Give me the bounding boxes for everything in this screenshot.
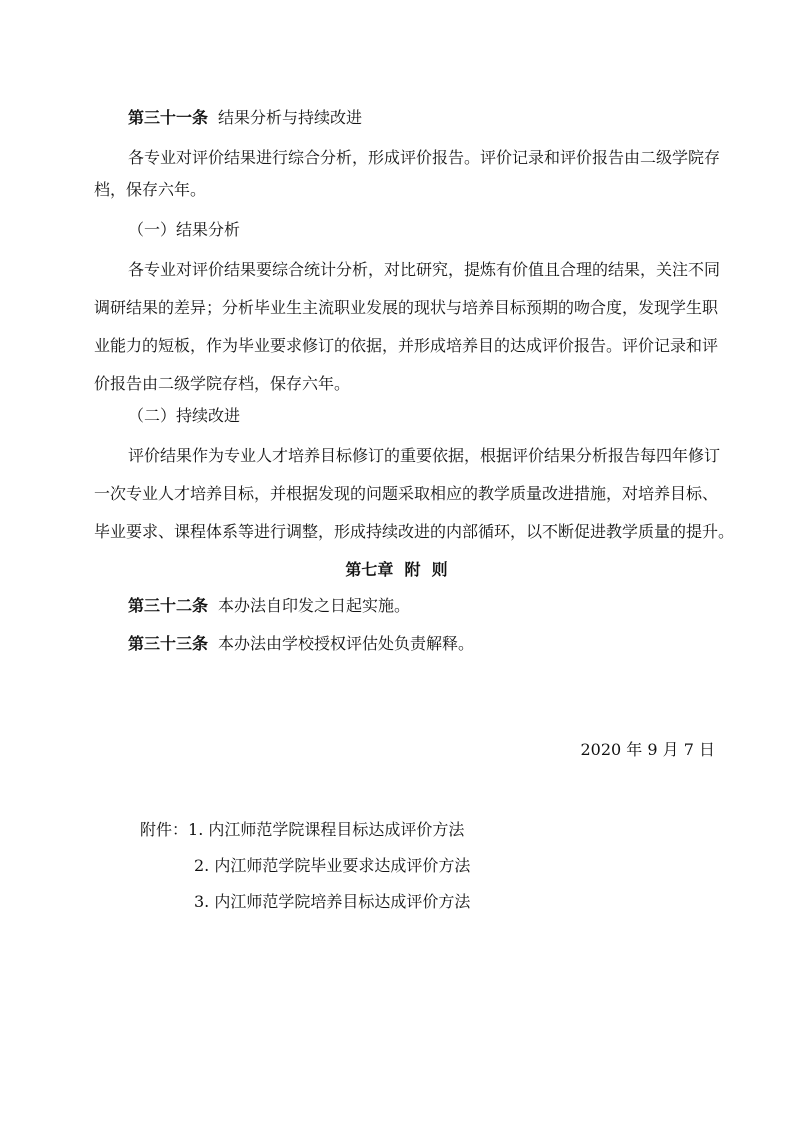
article-31-para3-line2: 一次专业人才培养目标，并根据发现的问题采取相应的教学质量改进措施，对培养目标、 xyxy=(94,484,719,503)
article-33-number: 第三十三条 xyxy=(128,634,209,653)
attachment-item-1: 1. 内江师范学院课程目标达成评价方法 xyxy=(188,820,465,839)
article-32 xyxy=(128,596,410,616)
attachments-label: 附件： xyxy=(140,820,189,839)
article-31-para2-line3: 业能力的短板，作为毕业要求修订的依据，并形成培养目的达成评价报告。评价记录和评 xyxy=(94,336,719,355)
article-31-title: 结果分析与持续改进 xyxy=(218,108,363,127)
article-33 xyxy=(128,634,474,654)
article-31-para2-line1: 各专业对评价结果要综合统计分析，对比研究，提炼有价值且合理的结果，关注不同 xyxy=(128,260,721,279)
article-33-text: 本办法由学校授权评估处负责解释。 xyxy=(218,634,475,653)
article-32-text: 本办法自印发之日起实施。 xyxy=(218,596,411,615)
article-31-para2-line4: 价报告由二级学院存档，保存六年。 xyxy=(94,374,351,393)
article-31-para1-line2: 档，保存六年。 xyxy=(94,180,207,199)
article-31-heading xyxy=(128,108,362,128)
article-31-para3-line3: 毕业要求、课程体系等进行调整，形成持续改进的内部循环，以不断促进教学质量的提升。 xyxy=(94,522,735,541)
attachment-item-3: 3. 内江师范学院培养目标达成评价方法 xyxy=(194,892,471,911)
article-31-number: 第三十一条 xyxy=(128,108,209,127)
document-date: 2020 年 9 月 7 日 xyxy=(580,740,715,759)
article-31-para2-line2: 调研结果的差异；分析毕业生主流职业发展的现状与培养目标预期的吻合度，发现学生职 xyxy=(94,298,719,317)
subsection-result-analysis: （一）结果分析 xyxy=(128,220,241,239)
article-31-para3-line1: 评价结果作为专业人才培养目标修订的重要依据，根据评价结果分析报告每四年修订 xyxy=(128,446,721,465)
subsection-continuous-improvement: （二）持续改进 xyxy=(128,406,241,425)
chapter-7-title: 第七章 附 则 xyxy=(345,560,448,579)
attachment-row-1 xyxy=(140,820,464,840)
article-32-number: 第三十二条 xyxy=(128,596,209,615)
attachment-item-2: 2. 内江师范学院毕业要求达成评价方法 xyxy=(194,856,471,875)
article-31-para1-line1: 各专业对评价结果进行综合分析，形成评价报告。评价记录和评价报告由二级学院存 xyxy=(128,148,721,167)
